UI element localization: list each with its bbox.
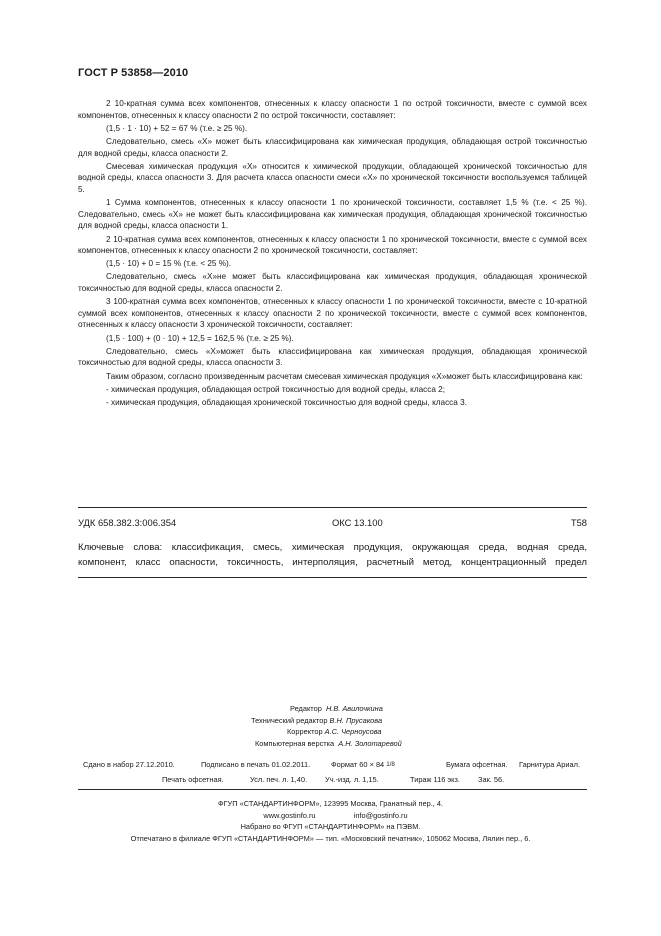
credit-label: Корректор xyxy=(287,727,323,736)
credits xyxy=(0,703,661,749)
list-item: - химическая продукция, обладающая хронической токсичностью для водной среды, класса 3. xyxy=(106,397,467,407)
classification-line xyxy=(78,517,587,531)
credit-label: Редактор xyxy=(290,704,322,713)
imprint-order: Зак. 56. xyxy=(478,775,505,784)
paragraph: 1 Сумма компонентов, отнесенных к классу опасности 1 по хронической токсичности, составляет 1,5 % (т.е. < 25 %). Следовательно, смесь «Х» не может быть классифицирована как химическая продукция, обладающая хронической токсичностью для водной среды, класса опасности 1. xyxy=(78,198,587,231)
t-code: Т58 xyxy=(570,517,587,528)
format-fraction: 1/8 xyxy=(386,761,395,768)
paragraph: Следовательно, смесь «Х»может быть классифицирована как химическая продукция, обладающая хронической токсичностью для водной среды, класса опасности 3. xyxy=(78,346,587,368)
imprint-printing: Печать офсетная. xyxy=(162,775,224,784)
imprint-sent: Сдано в набор 27.12.2010. xyxy=(83,760,175,769)
imprint-print-sheets: Усл. печ. л. 1,40. xyxy=(250,775,307,784)
keywords-line: Ключевые слова: классификация, смесь, химическая продукция, окружающая среда, водная среда, xyxy=(78,542,587,553)
oks-code: ОКС 13.100 xyxy=(332,517,383,528)
keywords-line: компонент, класс опасности, токсичность, интерполяция, расчетный метод, концентрационный предел xyxy=(78,556,587,568)
publisher-info xyxy=(0,798,661,844)
formula: (1,5 · 100) + (0 · 10) + 12,5 = 162,5 % (т.е. ≥ 25 %). xyxy=(106,333,294,343)
body-text xyxy=(78,98,587,409)
divider xyxy=(78,577,587,578)
publisher-contacts xyxy=(0,810,661,822)
credit-name: В.Н. Прусакова xyxy=(329,715,383,725)
paragraph: Смесевая химическая продукция «Х» относится к химической продукции, обладающей хронической токсичностью для водной среды, класса опасности 3. Для расчета класса опасности смеси «Х» по хронической токсичности воспользуемся таблицей 5. xyxy=(78,161,587,194)
credit-label: Технический редактор xyxy=(251,715,328,725)
paragraph: 3 100-кратная сумма всех компонентов, отнесенных к классу опасности 1 по хронической токсичности, вместе с 10-кратной суммой всех компонентов, отнесенных к классу опасности 2 по хронической токсичности, вместе с суммой всех компонентов, отнесенных к классу опасности 3 хронической токсичности, составляет: xyxy=(78,297,587,330)
imprint-font: Гарнитура Ариал. xyxy=(519,760,581,769)
publisher-website[interactable]: www.gostinfo.ru xyxy=(263,810,316,820)
divider xyxy=(78,789,587,790)
publisher-address: ФГУП «СТАНДАРТИНФОРМ», 123995 Москва, Гранатный пер., 4. xyxy=(217,799,444,808)
formula: (1,5 · 1 · 10) + 52 = 67 % (т.е. ≥ 25 %). xyxy=(106,123,248,133)
credit-name: А.Н. Золотаревой xyxy=(338,738,402,748)
imprint-paper: Бумага офсетная. xyxy=(446,760,508,769)
udk-code: УДК 658.382.3:006.354 xyxy=(78,517,177,528)
paragraph: Таким образом, согласно произведенным расчетам смесевая химическая продукция «Х»может быть классифицирована как: xyxy=(106,371,583,381)
imprint-signed: Подписано в печать 01.02.2011. xyxy=(201,760,311,769)
paragraph: 2 10-кратная сумма всех компонентов, отнесенных к классу опасности 1 по острой токсичности, вместе с суммой всех компонентов, отнесенных к классу опасности 2 по острой токсичности, составляет: xyxy=(78,99,587,120)
formula: (1,5 · 10) + 0 = 15 % (т.е. < 25 %). xyxy=(106,259,232,269)
publisher-email[interactable]: info@gostinfo.ru xyxy=(353,810,408,820)
imprint-run: Тираж 116 экз. xyxy=(410,775,460,784)
paragraph: Следовательно, смесь «Х»не может быть классифицирована как химическая продукция, обладающая хронической токсичностью для водной среды, класса опасности 2. xyxy=(78,272,587,294)
paragraph: Следовательно, смесь «Х» может быть классифицирована как химическая продукция, обладающая острой токсичностью для водной среды, класса опасности 2. xyxy=(78,136,587,158)
paragraph: 2 10-кратная сумма всех компонентов, отнесенных к классу опасности 1 по хронической токсичности, вместе с суммой всех компонентов, отнесенных к классу опасности 2 по хронической токсичности, составляет: xyxy=(78,234,587,256)
imprint-pub-sheets: Уч.-изд. л. 1,15. xyxy=(325,775,379,784)
credit-name: Н.В. Авилочкина xyxy=(325,704,383,713)
keywords xyxy=(78,541,587,570)
publisher-typeset: Набрано во ФГУП «СТАНДАРТИНФОРМ» на ПЭВМ. xyxy=(240,822,421,831)
divider xyxy=(78,507,587,508)
list-item: - химическая продукция, обладающая острой токсичностью для водной среды, класса 2; xyxy=(106,384,445,394)
credit-name: А.С. Черноусова xyxy=(324,727,382,736)
credit-label: Компьютерная верстка xyxy=(255,738,335,748)
document-header: ГОСТ Р 53858—2010 xyxy=(78,67,189,79)
imprint-format: Формат 60 × 84 1/8 xyxy=(331,760,395,769)
publisher-printed: Отпечатано в филиале ФГУП «СТАНДАРТИНФОРМ» — тип. «Московский печатник», 105062 Москва, Лялин пер., 6. xyxy=(130,833,531,843)
